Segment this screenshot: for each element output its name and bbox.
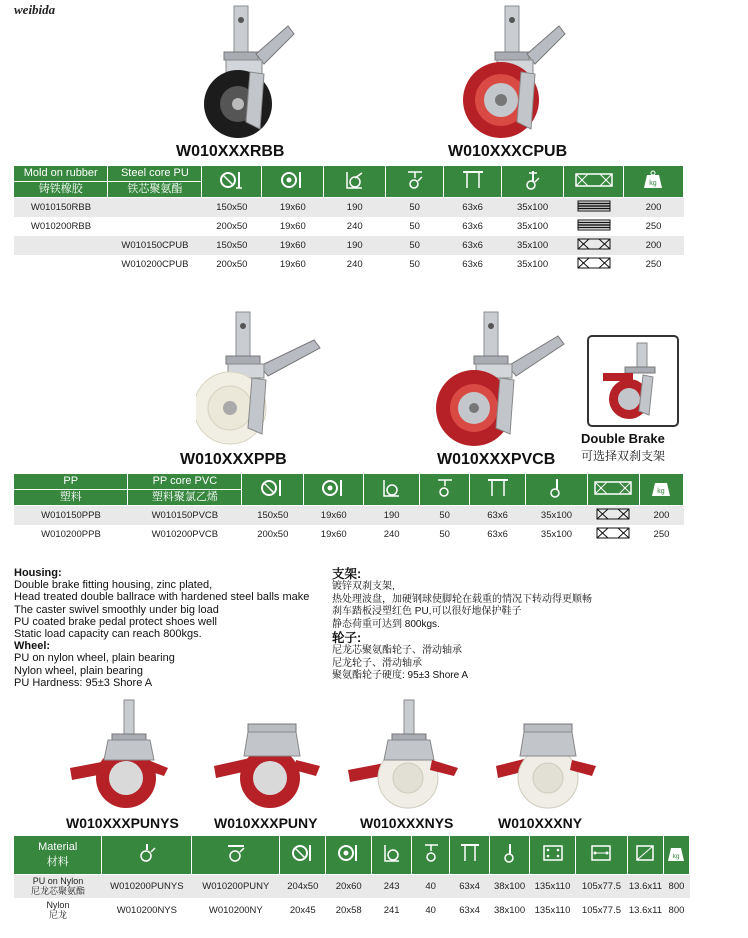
spec-value: 240 xyxy=(383,528,400,540)
housing-line-zh: 刹车踏板浸塑红色 PU,可以很好地保护鞋子 xyxy=(332,606,522,617)
wheel-line: PU Hardness: 95±3 Shore A xyxy=(14,676,153,689)
spec-value: 105x77.5 xyxy=(581,904,621,916)
material-label-zh: 材料 xyxy=(46,855,69,868)
wheel-size-icon xyxy=(280,836,326,874)
product-code-rbb: W010XXXRBB xyxy=(176,143,285,160)
product-image-puny xyxy=(212,720,332,816)
housing-line-zh: 镀锌双刹支架, xyxy=(332,581,395,592)
product-code-pvcb: W010XXXPVCB xyxy=(437,451,556,468)
housing-line-zh: 静态荷重可达到 800kgs. xyxy=(332,618,440,630)
wheel-line-zh: 聚氨酯轮子硬度: 95±3 Shore A xyxy=(332,670,469,681)
wheel-title: Wheel: xyxy=(14,640,51,653)
material-label: Material xyxy=(38,840,78,853)
wheel-size-icon xyxy=(242,474,304,506)
spec-value: 50 xyxy=(439,528,450,540)
header-mold-on-rubber-zh: 铸铁橡胶 xyxy=(14,182,108,198)
model-plate-brake: W010200PUNY xyxy=(192,874,280,898)
packing-cross-icon xyxy=(564,255,624,274)
header-pp-zh: 塑料 xyxy=(14,490,128,506)
wheel-line-zh: 尼龙轮子、滑动轴承 xyxy=(332,657,422,669)
spec-value: 19x60 xyxy=(262,198,324,217)
model-plate-brake: W010200NY xyxy=(208,904,263,916)
spec-value: 50 xyxy=(409,220,420,232)
spec-value: 19x60 xyxy=(304,506,364,525)
header-steel-core-pu: Steel core PU xyxy=(108,166,202,182)
spec-value: 190 xyxy=(324,198,386,217)
packing-icon xyxy=(564,166,624,198)
spec-value: 204x50 xyxy=(280,874,326,898)
spec-value: 200x50 xyxy=(216,220,248,232)
model-rubber xyxy=(14,255,108,274)
height-icon xyxy=(364,474,420,506)
material-en: Nylon xyxy=(46,900,70,910)
spec-value: 38x100 xyxy=(490,874,530,898)
spec-value: 63x6 xyxy=(462,258,483,270)
spec-value: 35x100 xyxy=(516,220,549,232)
model-swivel-brake: W010200PUNYS xyxy=(102,874,192,898)
model-pu: W010150CPUB xyxy=(108,236,202,255)
spec-value: 19x60 xyxy=(279,258,306,270)
spec-value: 63x4 xyxy=(459,904,480,916)
packing-cross-icon xyxy=(587,506,639,525)
spec-value: 13.6x11 xyxy=(627,874,663,898)
wheel-line-zh: 尼龙芯聚氨酯轮子、滑动轴承 xyxy=(332,645,462,656)
product-code-cpub: W010XXXCPUB xyxy=(448,143,568,160)
model-rubber: W010200RBB xyxy=(30,220,92,232)
swivel-icon xyxy=(412,836,450,874)
spec-value: 190 xyxy=(364,506,420,525)
spec-value: 19x60 xyxy=(262,236,324,255)
model-rubber xyxy=(14,236,108,255)
header-material xyxy=(14,836,102,874)
spec-value: 38x100 xyxy=(493,904,526,916)
svg-text:kg: kg xyxy=(657,488,666,495)
housing-line: PU coated brake pedal protect shoes well xyxy=(14,615,218,628)
load-kg-icon xyxy=(623,166,683,198)
housing-line: Double brake fitting housing, zinc plated, xyxy=(14,579,213,592)
header-pp: PP xyxy=(14,474,128,490)
spec-value: 50 xyxy=(386,236,444,255)
product-image-cpub xyxy=(455,4,575,144)
product-image-pvcb xyxy=(428,310,568,450)
spec-value: 50 xyxy=(420,506,470,525)
spec-value: 200x50 xyxy=(257,528,289,540)
load-value: 200 xyxy=(623,236,683,255)
housing-line: Static load capacity can reach 800kgs. xyxy=(14,628,202,641)
model-rubber: W010150RBB xyxy=(14,198,108,217)
spec-value: 35x100 xyxy=(502,236,564,255)
spec-value: 135x110 xyxy=(534,904,571,916)
description-english xyxy=(14,567,329,689)
header-mold-on-rubber: Mold on rubber xyxy=(14,166,108,182)
spec-value: 63x6 xyxy=(462,220,483,232)
table-row xyxy=(14,198,684,217)
plate-brake-icon xyxy=(192,836,280,874)
product-code-punys: W010XXXPUNYS xyxy=(66,815,179,831)
housing-line: The caster swivel smoothly under big load xyxy=(14,603,219,616)
product-image-ny xyxy=(494,720,604,816)
height-icon xyxy=(324,166,386,198)
spec-value: 800 xyxy=(663,874,689,898)
model-pu xyxy=(108,217,202,236)
spec-value: 35x100 xyxy=(526,506,588,525)
model-pu: W010200CPUB xyxy=(121,258,189,270)
swivel-brake-icon xyxy=(102,836,192,874)
plate-icon xyxy=(470,474,526,506)
table-row xyxy=(14,898,690,922)
table-row xyxy=(14,525,684,544)
material-en: PU on Nylon xyxy=(32,876,84,887)
hole-spacing-icon xyxy=(575,836,627,874)
load-kg-icon xyxy=(663,836,689,874)
double-brake-image xyxy=(587,335,679,427)
spec-value: 800 xyxy=(668,904,685,916)
spec-value: 13.6x11 xyxy=(628,904,662,916)
product-image-punys xyxy=(68,698,188,816)
spec-value: 63x6 xyxy=(487,528,508,540)
spec-value: 20x58 xyxy=(335,904,362,916)
product-image-ppb xyxy=(196,310,331,450)
bolt-icon xyxy=(502,166,564,198)
spec-table-3 xyxy=(14,836,690,922)
load-value: 200 xyxy=(639,506,683,525)
spec-value: 63x4 xyxy=(450,874,490,898)
model-pvc: W010200PVCB xyxy=(151,528,219,540)
header-pp-core-pvc: PP core PVC xyxy=(128,474,242,490)
spec-value: 243 xyxy=(372,874,412,898)
spec-value: 20x60 xyxy=(326,874,372,898)
spec-value: 50 xyxy=(409,258,420,270)
spec-value: 150x50 xyxy=(242,506,304,525)
double-brake-subtitle: 可选择双刹支架 xyxy=(581,449,666,463)
wheel-size-icon xyxy=(202,166,262,198)
load-value: 200 xyxy=(623,198,683,217)
spec-value: 63x6 xyxy=(444,236,502,255)
spec-value: 240 xyxy=(346,220,363,232)
packing-striped-icon xyxy=(564,217,624,236)
spec-value: 19x60 xyxy=(279,220,306,232)
bolt-icon xyxy=(526,474,588,506)
spec-value: 40 xyxy=(412,874,450,898)
plate-icon xyxy=(450,836,490,874)
spec-value: 241 xyxy=(383,904,400,916)
product-code-ny: W010XXXNY xyxy=(498,815,583,831)
bolt-hole-icon xyxy=(627,836,663,874)
double-brake-title: Double Brake xyxy=(581,431,665,446)
spec-value: 200x50 xyxy=(216,258,248,270)
spec-value: 19x60 xyxy=(320,528,347,540)
wheel-title-zh: 轮子: xyxy=(332,631,362,645)
housing-title: Housing: xyxy=(14,567,62,579)
spec-value: 35x100 xyxy=(540,528,573,540)
housing-line: Head treated double ballrace with hardened steel balls make xyxy=(14,591,310,604)
table-row xyxy=(14,255,684,274)
height-icon xyxy=(372,836,412,874)
spec-value: 150x50 xyxy=(202,198,262,217)
spec-table-1 xyxy=(14,166,684,274)
spec-value: 190 xyxy=(324,236,386,255)
bolt-icon xyxy=(490,836,530,874)
housing-line-zh: 热处理波盘，加硬钢球使脚轮在载重的情况下转动得更顺畅 xyxy=(332,593,592,605)
spec-value: 40 xyxy=(425,904,436,916)
table-row xyxy=(14,506,684,525)
spec-value: 20x45 xyxy=(289,904,316,916)
spec-value: 105x77.5 xyxy=(575,874,627,898)
packing-cross-icon xyxy=(587,525,639,544)
material-zh: 尼龙 xyxy=(48,910,67,920)
swivel-icon xyxy=(386,166,444,198)
packing-icon xyxy=(587,474,639,506)
model-swivel-brake: W010200NYS xyxy=(116,904,177,916)
material-zh: 尼龙芯聚氨酯 xyxy=(30,886,85,897)
spec-value: 150x50 xyxy=(202,236,262,255)
spec-value: 35x100 xyxy=(516,258,549,270)
load-value: 250 xyxy=(645,220,662,232)
bearing-icon xyxy=(326,836,372,874)
spec-value: 63x6 xyxy=(444,198,502,217)
model-pp: W010150PPB xyxy=(14,506,128,525)
description-chinese xyxy=(332,567,712,683)
top-plate-icon xyxy=(530,836,576,874)
product-image-rbb xyxy=(190,4,310,144)
header-steel-core-pu-zh: 铁芯聚氨酯 xyxy=(108,182,202,198)
wheel-line: PU on nylon wheel, plain bearing xyxy=(14,652,175,665)
housing-title-zh: 支架: xyxy=(332,567,362,581)
table-row xyxy=(14,217,684,236)
load-kg-icon xyxy=(639,474,683,506)
material-cell xyxy=(14,874,102,898)
spec-table-2 xyxy=(14,474,684,544)
load-value: 250 xyxy=(645,258,662,270)
material-cell xyxy=(14,898,102,922)
model-pp: W010200PPB xyxy=(41,528,101,540)
bearing-icon xyxy=(262,166,324,198)
product-image-nys xyxy=(346,698,476,816)
wheel-line: Nylon wheel, plain bearing xyxy=(14,664,144,677)
bearing-icon xyxy=(304,474,364,506)
spec-value: 50 xyxy=(386,198,444,217)
spec-value: 135x110 xyxy=(530,874,576,898)
header-pp-core-pvc-zh: 塑料聚氯乙烯 xyxy=(128,490,242,506)
packing-cross-icon xyxy=(564,236,624,255)
spec-value: 63x6 xyxy=(470,506,526,525)
model-pvc: W010150PVCB xyxy=(128,506,242,525)
product-code-nys: W010XXXNYS xyxy=(360,815,454,831)
swivel-icon xyxy=(420,474,470,506)
spec-value: 240 xyxy=(346,258,363,270)
load-value: 250 xyxy=(653,528,670,540)
brand-logo: weibida xyxy=(14,2,56,17)
packing-striped-icon xyxy=(564,198,624,217)
table-row xyxy=(14,874,690,898)
product-code-ppb: W010XXXPPB xyxy=(180,451,287,468)
table-row xyxy=(14,236,684,255)
model-pu xyxy=(108,198,202,217)
spec-value: 35x100 xyxy=(502,198,564,217)
svg-text:kg: kg xyxy=(673,853,680,861)
product-code-puny: W010XXXPUNY xyxy=(214,815,318,831)
svg-text:kg: kg xyxy=(649,180,658,187)
plate-icon xyxy=(444,166,502,198)
